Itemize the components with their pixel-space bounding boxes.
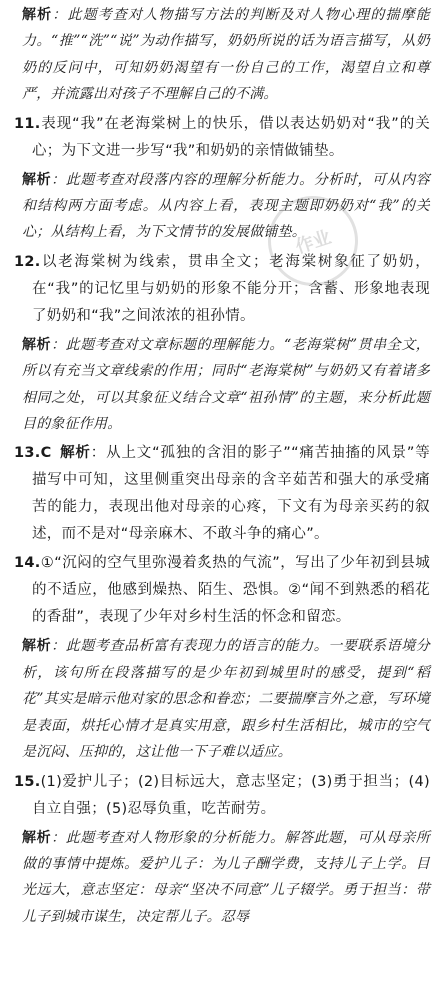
analysis-10 <box>22 2 430 108</box>
question-number: 11. <box>14 115 41 132</box>
analysis-text: ：此题考查对人物形象的分析能力。解答此题，可从母亲所做的事情中提炼。爱护儿子：为儿子酬学费，支持儿子上学。目光远大，意志坚定：母亲“坚决不同意”儿子辍学。勇于担当：带儿子到城市谋生，决定帮儿子。忍辱 <box>22 829 430 925</box>
answer-12 <box>14 249 430 330</box>
question-number: 13. <box>14 445 41 462</box>
analysis-tag: 解析 <box>59 445 91 462</box>
answer-choice: C <box>40 445 52 462</box>
analysis-tag: 解析 <box>22 638 52 655</box>
question-number: 14. <box>14 555 41 572</box>
answer-text: ①“沉闷的空气里弥漫着炙热的气流”，写出了少年初到县城的不适应，他感到燥热、陌生、恐惧。②“闻不到熟悉的稻花的香甜”，表现了少年对乡村生活的怀念和留恋。 <box>32 555 430 626</box>
analysis-12 <box>22 332 430 438</box>
question-number: 15. <box>14 773 41 790</box>
analysis-11 <box>22 167 430 246</box>
analysis-text: ：此题考查对人物描写方法的判断及对人物心理的揣摩能力。“推”“洗”“说”为动作描写，奶奶所说的话为语言描写，从奶奶的反问中，可知奶奶渴望有一份自己的工作，渴望自立和尊严，并流露出对孩子不理解自己的不满。 <box>22 7 430 103</box>
analysis-tag: 解析 <box>22 171 52 188</box>
analysis-text: ：此题考查对段落内容的理解分析能力。分析时，可从内容和结构两方面考虑。从内容上看，表现主题即奶奶对“我”的关心；从结构上看，为下文情节的发展做铺垫。 <box>22 171 430 241</box>
analysis-text: ：此题考查对文章标题的理解能力。“老海棠树”贯串全文，所以有充当文章线索的作用；同时“老海棠树”与奶奶又有着诸多相同之处，可以其象征义结合文章“祖孙情”的主题，来分析此题目的象征作用。 <box>22 336 430 433</box>
answer-13 <box>14 440 430 548</box>
answer-14 <box>14 550 430 631</box>
answer-text: 以老海棠树为线索，贯串全文；老海棠树象征了奶奶，在“我”的记忆里与奶奶的形象不能分开；含蓄、形象地表现了奶奶和“我”之间浓浓的祖孙情。 <box>32 253 430 324</box>
answer-11 <box>14 111 430 165</box>
analysis-15 <box>22 825 430 931</box>
question-number: 12. <box>14 253 41 270</box>
answer-15 <box>14 769 430 823</box>
analysis-tag: 解析 <box>22 336 52 353</box>
answer-text: 表现“我”在老海棠树上的快乐，借以表达奶奶对“我”的关心；为下文进一步写“我”和奶奶的亲情做铺垫。 <box>32 115 430 159</box>
analysis-text: ：此题考查品析富有表现力的语言的能力。一要联系语境分析，该句所在段落描写的是少年初到城里时的感受，提到“稻花”其实是暗示他对家的思念和眷恋；二要揣摩言外之意，写环境是表面，烘托心情才是真实用意，跟乡村生活相比，城市的空气是沉闷、压抑的，这让他一下子难以适应。 <box>22 638 430 761</box>
analysis-tag: 解析 <box>22 7 53 23</box>
analysis-tag: 解析 <box>22 829 52 846</box>
analysis-14 <box>22 633 430 765</box>
watermark-text: 作业 <box>293 226 334 258</box>
answer-text: ：从上文“孤独的含泪的影子”“痛苦抽搐的风景”等描写中可知，这里侧重突出母亲的含辛茹苦和强大的承受痛苦的能力，表现出他对母亲的心疼，下文有为母亲买药的叙述，而不是对“母亲麻木、不敢斗争的痛心”。 <box>32 445 430 543</box>
answer-text: (1)爱护儿子；(2)目标远大，意志坚定；(3)勇于担当；(4)自立自强；(5)忍辱负重，吃苦耐劳。 <box>32 773 430 817</box>
